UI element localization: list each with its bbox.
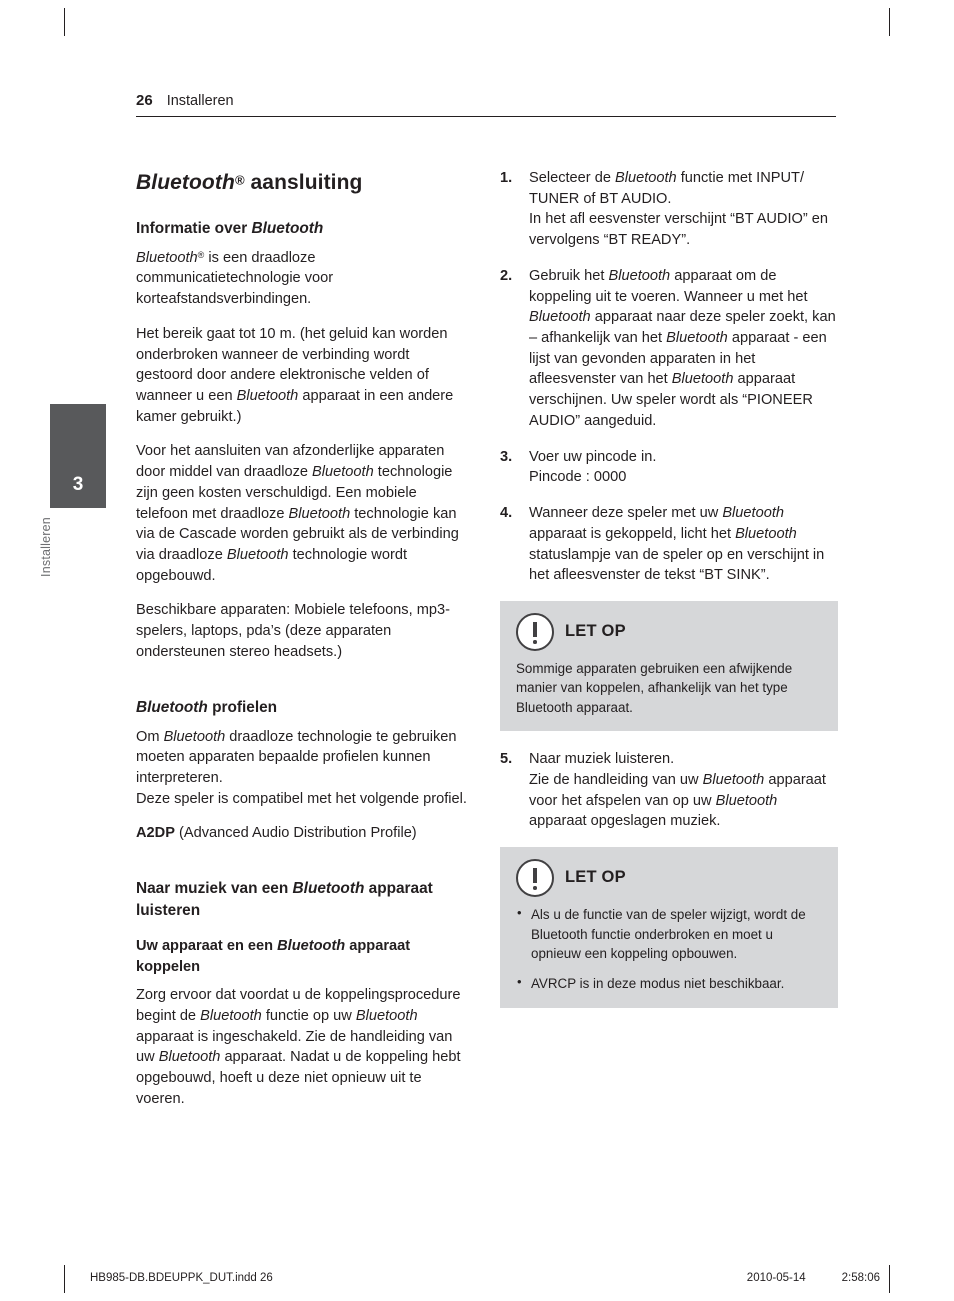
p2-b: apparaat in een andere kamer gebruikt.)	[136, 388, 454, 425]
crop-mark-top-right	[889, 8, 890, 36]
section-title-rest: aansluiting	[244, 171, 363, 194]
subsection-title-pairing	[136, 936, 470, 977]
list-item	[500, 503, 838, 586]
step-text-a: Gebruik het	[529, 267, 609, 284]
p7-italic-3: Bluetooth	[158, 1049, 221, 1066]
paragraph-range	[136, 324, 470, 428]
section-title-italic: Bluetooth	[136, 171, 235, 194]
caution-text: Sommige apparaten gebruiken een afwijkende manier van koppelen, afhankelijk van het type Bluetooth apparaat.	[516, 660, 793, 715]
caution-title: LET OP	[565, 868, 626, 887]
a2dp-description: (Advanced Audio Distribution Profile)	[174, 825, 417, 842]
spacer	[136, 677, 470, 697]
page-number: 26	[136, 92, 153, 109]
subsection-title-info-b: Bluetooth	[251, 219, 324, 237]
step-text-d: apparaat opgeslagen muziek.	[529, 813, 721, 830]
p7-a: Zorg ervoor dat voordat u de koppelingsprocedure begint de	[136, 987, 461, 1024]
warning-icon	[516, 613, 554, 651]
caution-title: LET OP	[565, 622, 626, 641]
step-text-italic-1: Bluetooth	[722, 505, 784, 522]
paragraph-available-devices: Beschikbare apparaten: Mobiele telefoons, mp3-spelers, laptops, pda’s (deze apparaten ondersteunen stereo headsets.)	[136, 602, 450, 660]
p5-c: Deze speler is compatibel met het volgende profiel.	[136, 790, 467, 807]
step-text-c: apparaat voor het afspelen van op uw	[529, 771, 826, 809]
list-item	[500, 447, 838, 488]
subsection-title-info	[136, 218, 470, 240]
step-text-a: Naar muziek luisteren.	[529, 751, 675, 768]
chapter-tab-number: 3	[72, 474, 84, 495]
p3-italic-2: Bluetooth	[288, 505, 351, 522]
header-row	[136, 92, 836, 117]
p5-italic: Bluetooth	[163, 728, 226, 745]
paragraph-profiles	[136, 727, 470, 810]
list-item	[500, 266, 838, 432]
p3-d: technologie wordt opgebouwd.	[136, 547, 407, 584]
step-text-italic-1: Bluetooth	[608, 267, 671, 284]
p1-rest: is een draadloze communicatietechnologie voor korteafstandsverbindingen.	[136, 249, 334, 308]
step-text-b: Pincode : 0000	[529, 469, 627, 486]
step-text-b: Zie de handleiding van uw	[529, 771, 703, 788]
paragraph-pairing-instructions	[136, 985, 470, 1109]
step-text-c: apparaat naar deze speler zoekt, kan – afhankelijk van het	[529, 309, 836, 347]
step-number: 2.	[500, 267, 513, 284]
page-header	[136, 92, 836, 117]
step-text-c: In het afl eesvenster verschijnt “BT AUDIO” en vervolgens “BT READY”.	[529, 211, 829, 249]
footer-timestamp	[747, 1272, 880, 1284]
list-item	[500, 168, 838, 251]
step-text-italic-2: Bluetooth	[715, 792, 778, 809]
footer-time: 2:58:06	[841, 1272, 880, 1284]
list-item: • Als u de functie van de speler wijzigt, wordt de Bluetooth functie onderbroken en moet u opnieuw een koppeling opbouwen.	[516, 905, 820, 963]
p1-italic: Bluetooth	[136, 249, 198, 266]
subsection-title-profiles-rest: profielen	[207, 698, 278, 716]
step-text-a: Selecteer de	[529, 170, 615, 186]
p7-italic-1: Bluetooth	[200, 1008, 262, 1024]
subsection-title-profiles	[136, 697, 470, 719]
spacer	[136, 858, 470, 878]
p5-b: draadloze technologie te gebruiken moeten apparaten bepaalde profielen kunnen interpreteren.	[136, 728, 457, 786]
caution-box-2	[500, 847, 838, 1008]
p7-d: apparaat. Nadat u de koppeling hebt opgebouwd, hoeft u deze niet opnieuw uit te voeren.	[136, 1049, 461, 1107]
step-text-italic-2: Bluetooth	[529, 309, 591, 326]
subsection-title-info-a: Informatie over	[136, 219, 252, 237]
list-item: • AVRCP is in deze modus niet beschikbaar.	[516, 974, 820, 993]
step-text-b: apparaat om de koppeling uit te voeren. Wanneer u met het	[529, 267, 808, 305]
page-footer	[90, 1272, 880, 1284]
crop-mark-top-left	[64, 8, 65, 36]
right-column	[500, 168, 838, 1026]
step-text-d: apparaat - een lijst van gevonden apparaten in het afleesvenster van het	[529, 330, 827, 388]
steps-list	[500, 168, 838, 586]
step-number: 4.	[500, 505, 513, 522]
step-text-italic: Bluetooth	[615, 170, 677, 186]
section-title	[136, 168, 470, 198]
caution-bullet-list	[516, 905, 820, 994]
listening-b: apparaat luisteren	[136, 880, 433, 919]
footer-date: 2010-05-14	[746, 1272, 806, 1284]
listening-italic: Bluetooth	[292, 880, 365, 898]
step-text-b: apparaat is gekoppeld, licht het	[529, 525, 736, 542]
step-text-italic-3: Bluetooth	[666, 330, 728, 347]
p7-c: apparaat is ingeschakeld. Zie de handleiding van uw	[136, 1028, 453, 1066]
list-item	[500, 749, 838, 832]
step-text-italic-4: Bluetooth	[671, 371, 734, 388]
chapter-tab	[50, 404, 106, 508]
step-text-e: apparaat verschijnen. Uw speler wordt als “PIONEER AUDIO” aangeduid.	[529, 371, 813, 429]
pairing-b: apparaat koppelen	[136, 937, 411, 975]
listening-a: Naar muziek van een	[136, 880, 293, 898]
step-number: 5.	[500, 751, 513, 768]
p2-a: Het bereik gaat tot 10 m. (het geluid kan worden onderbroken wanneer de verbinding wordt gestoord door andere elektronische velden of wanneer u een	[136, 325, 448, 404]
subsection-title-profiles-italic: Bluetooth	[136, 698, 208, 716]
caution-body	[500, 659, 838, 717]
caution-header	[500, 601, 838, 659]
paragraph-no-cost	[136, 441, 470, 586]
pairing-italic: Bluetooth	[277, 937, 346, 954]
subsection-title-listening	[136, 878, 470, 922]
p7-b: functie op uw	[261, 1008, 356, 1024]
step-text-c: statuslampje van de speler op en verschijnt in het afleesvenster de tekst “BT SINK”.	[529, 546, 825, 584]
caution-header	[500, 847, 838, 905]
paragraph-bluetooth-definition	[136, 248, 470, 310]
step-text-a: Voer uw pincode in.	[529, 448, 657, 465]
step-text-italic-1: Bluetooth	[702, 771, 765, 788]
crop-mark-bottom-left	[64, 1265, 65, 1293]
p3-b: technologie zijn geen kosten verschuldigd. Een mobiele telefoon met draadloze	[136, 464, 453, 522]
p3-c: technologie kan via de Cascade worden gebruikt als de verbinding via draadloze	[136, 505, 459, 564]
step-text-b: functie met INPUT/ TUNER of BT AUDIO.	[529, 170, 804, 207]
p3-italic-1: Bluetooth	[312, 464, 374, 481]
caution-body	[500, 905, 838, 994]
step-text-a: Wanneer deze speler met uw	[529, 505, 723, 522]
chapter-tab-label: Installeren	[39, 517, 53, 577]
p7-italic-2: Bluetooth	[355, 1008, 418, 1024]
p2-italic: Bluetooth	[236, 388, 299, 404]
header-chapter-title: Installeren	[166, 93, 234, 109]
step-number: 1.	[500, 170, 513, 186]
step-number: 3.	[500, 448, 513, 465]
p5-a: Om	[136, 728, 164, 745]
p3-a: Voor het aansluiten van afzonderlijke apparaten door middel van draadloze	[136, 443, 445, 481]
p1-registered: ®	[197, 249, 205, 260]
p3-italic-3: Bluetooth	[226, 547, 289, 564]
pairing-a: Uw apparaat en een	[136, 937, 278, 954]
paragraph-a2dp	[136, 823, 470, 844]
step-text-italic-2: Bluetooth	[735, 525, 797, 542]
footer-filename: HB985-DB.BDEUPPK_DUT.indd 26	[90, 1272, 273, 1284]
caution-box-1	[500, 601, 838, 731]
warning-icon	[516, 859, 554, 897]
crop-mark-bottom-right	[889, 1265, 890, 1293]
left-column	[136, 168, 470, 1124]
section-title-registered: ®	[234, 172, 245, 188]
a2dp-label: A2DP	[136, 825, 175, 842]
steps-list-continued	[500, 749, 838, 832]
